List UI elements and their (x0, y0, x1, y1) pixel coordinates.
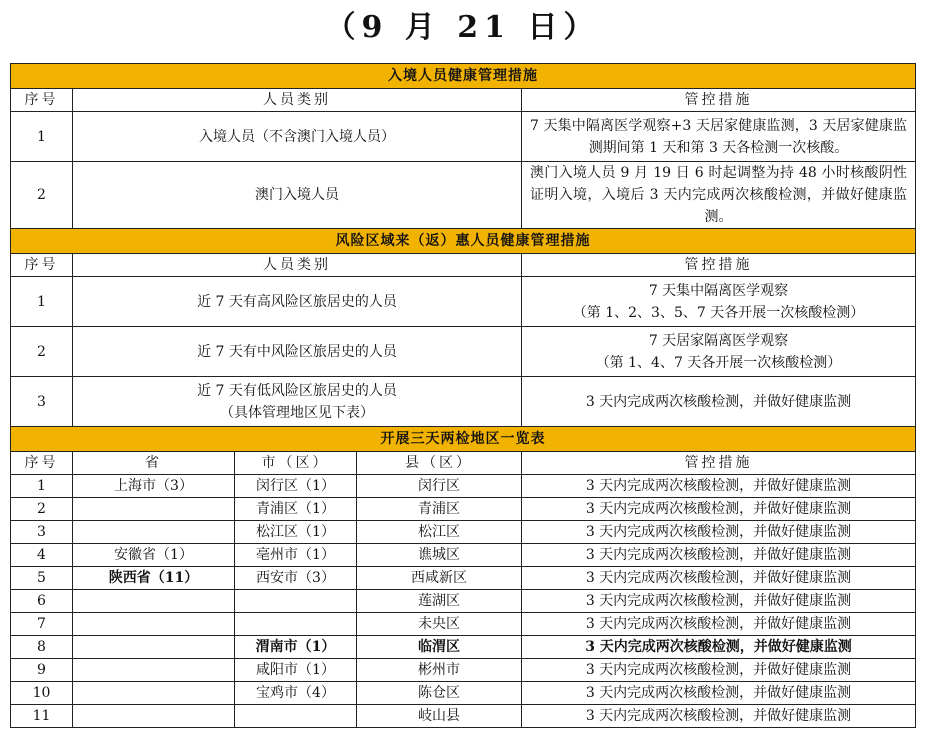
row-seq: 9 (11, 659, 73, 682)
row-measure: 3 天内完成两次核酸检测，并做好健康监测 (522, 590, 916, 613)
row-category-line1: 近 7 天有中风险区旅居史的人员 (197, 343, 397, 360)
header-seq: 序号 (11, 89, 73, 112)
row-measure: 3 天内完成两次核酸检测，并做好健康监测 (522, 636, 916, 659)
table-row (11, 277, 916, 327)
header-seq: 序号 (11, 254, 73, 277)
header-city: 市（区） (235, 452, 357, 475)
table-row (11, 377, 916, 427)
row-province (73, 590, 235, 613)
row-measure: 3 天内完成两次核酸检测，并做好健康监测 (522, 705, 916, 728)
header-category: 人员类别 (73, 254, 522, 277)
row-seq: 2 (11, 498, 73, 521)
row-category: 入境人员（不含澳门入境人员） (73, 112, 522, 162)
header-category: 人员类别 (73, 89, 522, 112)
row-measure: 3 天内完成两次核酸检测，并做好健康监测 (522, 475, 916, 498)
row-seq: 1 (11, 112, 73, 162)
row-category-line2: （具体管理地区见下表） (220, 404, 374, 421)
table-row (11, 567, 916, 590)
header-seq: 序号 (11, 452, 73, 475)
row-county: 临渭区 (357, 636, 522, 659)
table-row (11, 682, 916, 705)
row-measure (522, 277, 916, 327)
row-province (73, 659, 235, 682)
row-city: 渭南市（1） (235, 636, 357, 659)
row-seq: 3 (11, 521, 73, 544)
row-province (73, 613, 235, 636)
row-measure-line2: （第 1、4、7 天各开展一次核酸检测） (595, 354, 842, 371)
row-county: 青浦区 (357, 498, 522, 521)
header-measure: 管控措施 (522, 254, 916, 277)
row-county: 西咸新区 (357, 567, 522, 590)
row-category (73, 377, 522, 427)
row-county: 莲湖区 (357, 590, 522, 613)
row-measure-line1: 3 天内完成两次核酸检测，并做好健康监测 (585, 393, 852, 410)
row-measure: 3 天内完成两次核酸检测，并做好健康监测 (522, 544, 916, 567)
row-measure (522, 327, 916, 377)
table-row (11, 705, 916, 728)
row-city: 西安市（3） (235, 567, 357, 590)
row-city (235, 590, 357, 613)
header-measure: 管控措施 (522, 452, 916, 475)
row-province (73, 705, 235, 728)
row-measure: 3 天内完成两次核酸检测，并做好健康监测 (522, 659, 916, 682)
table-row (11, 162, 916, 229)
row-measure-line1: 7 天居家隔离医学观察 (648, 332, 789, 349)
row-province (73, 636, 235, 659)
header-county: 县（区） (357, 452, 522, 475)
table-row (11, 521, 916, 544)
row-county: 岐山县 (357, 705, 522, 728)
row-seq: 11 (11, 705, 73, 728)
row-seq: 1 (11, 475, 73, 498)
section-heading-row (11, 427, 916, 452)
row-measure: 3 天内完成两次核酸检测，并做好健康监测 (522, 521, 916, 544)
row-county: 彬州市 (357, 659, 522, 682)
row-seq: 2 (11, 162, 73, 229)
row-province (73, 682, 235, 705)
row-city: 咸阳市（1） (235, 659, 357, 682)
row-category-line1: 近 7 天有低风险区旅居史的人员 (197, 382, 397, 399)
row-seq: 6 (11, 590, 73, 613)
section-heading-row (11, 64, 916, 89)
row-province (73, 521, 235, 544)
row-measure: 3 天内完成两次核酸检测，并做好健康监测 (522, 498, 916, 521)
row-county: 闵行区 (357, 475, 522, 498)
table-row (11, 475, 916, 498)
row-province: 安徽省（1） (73, 544, 235, 567)
row-county: 未央区 (357, 613, 522, 636)
row-city (235, 613, 357, 636)
row-measure-line1: 7 天集中隔离医学观察 (648, 282, 789, 299)
row-province: 陕西省（11） (73, 567, 235, 590)
row-city: 松江区（1） (235, 521, 357, 544)
row-measure-line2: （第 1、2、3、5、7 天各开展一次核酸检测） (572, 304, 865, 321)
table-row (11, 590, 916, 613)
row-category (73, 277, 522, 327)
header-province: 省 (73, 452, 235, 475)
table-header-row (11, 254, 916, 277)
section2-heading: 风险区域来（返）惠人员健康管理措施 (11, 229, 916, 254)
table-row (11, 327, 916, 377)
row-province: 上海市（3） (73, 475, 235, 498)
row-city: 青浦区（1） (235, 498, 357, 521)
row-measure: 3 天内完成两次核酸检测，并做好健康监测 (522, 567, 916, 590)
row-city: 亳州市（1） (235, 544, 357, 567)
row-seq: 10 (11, 682, 73, 705)
row-seq: 4 (11, 544, 73, 567)
row-county: 陈仓区 (357, 682, 522, 705)
table-row (11, 544, 916, 567)
row-seq: 3 (11, 377, 73, 427)
table-row (11, 498, 916, 521)
table-header-row (11, 452, 916, 475)
row-seq: 2 (11, 327, 73, 377)
row-category-line1: 近 7 天有高风险区旅居史的人员 (197, 293, 397, 310)
table-row (11, 659, 916, 682)
row-measure: 澳门入境人员 9 月 19 日 6 时起调整为持 48 小时核酸阴性证明入境，入境后 3 天内完成两次核酸检测，并做好健康监测。 (522, 162, 916, 229)
row-measure (522, 377, 916, 427)
row-seq: 8 (11, 636, 73, 659)
row-county: 谯城区 (357, 544, 522, 567)
health-management-table (10, 63, 916, 728)
row-county: 松江区 (357, 521, 522, 544)
section1-heading: 入境人员健康管理措施 (11, 64, 916, 89)
header-measure: 管控措施 (522, 89, 916, 112)
table-row (11, 613, 916, 636)
row-seq: 7 (11, 613, 73, 636)
row-measure: 3 天内完成两次核酸检测，并做好健康监测 (522, 682, 916, 705)
row-seq: 1 (11, 277, 73, 327)
row-city: 闵行区（1） (235, 475, 357, 498)
row-seq: 5 (11, 567, 73, 590)
row-city: 宝鸡市（4） (235, 682, 357, 705)
row-measure: 7 天集中隔离医学观察+3 天居家健康监测，3 天居家健康监测期间第 1 天和第 3 天各检测一次核酸。 (522, 112, 916, 162)
table-row (11, 112, 916, 162)
section3-heading: 开展三天两检地区一览表 (11, 427, 916, 452)
section-heading-row (11, 229, 916, 254)
table-header-row (11, 89, 916, 112)
page-title: （9 月 21 日） (325, 10, 600, 45)
row-category (73, 327, 522, 377)
row-measure: 3 天内完成两次核酸检测，并做好健康监测 (522, 613, 916, 636)
row-city (235, 705, 357, 728)
row-category: 澳门入境人员 (73, 162, 522, 229)
row-province (73, 498, 235, 521)
table-row (11, 636, 916, 659)
